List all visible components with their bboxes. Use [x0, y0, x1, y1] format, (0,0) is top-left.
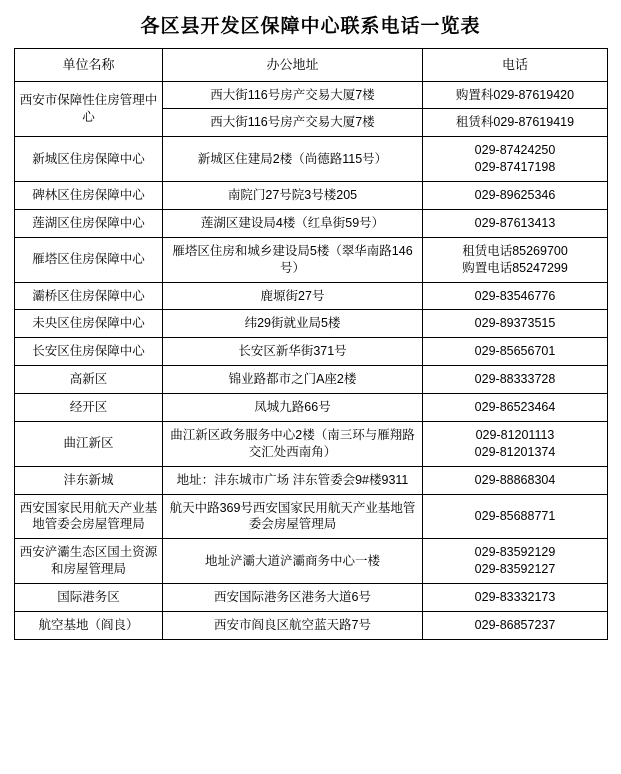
cell-address-line: 曲江新区政务服务中心2楼（南三环与雁翔路交汇处西南角） — [170, 427, 415, 459]
column-header-phone: 电话 — [423, 49, 608, 82]
cell-phone-line: 租赁电话85269700 — [462, 243, 568, 258]
cell-address — [163, 584, 423, 612]
column-header-address: 办公地址 — [163, 49, 423, 82]
table-row — [15, 282, 608, 310]
cell-phone-line: 029-87417198 — [474, 160, 556, 175]
cell-unit — [15, 282, 163, 310]
cell-address — [163, 539, 423, 584]
cell-phone — [423, 310, 608, 338]
cell-phone — [423, 282, 608, 310]
cell-unit — [15, 237, 163, 282]
cell-phone — [423, 137, 608, 182]
cell-unit-line: 曲江新区 — [63, 436, 114, 451]
cell-phone — [423, 109, 608, 137]
cell-unit-line: 灞桥区住房保障中心 — [32, 288, 145, 303]
cell-address-line: 鹿塬街27号 — [260, 288, 325, 303]
cell-unit — [15, 338, 163, 366]
cell-phone — [423, 394, 608, 422]
cell-phone — [423, 209, 608, 237]
cell-address-line: 南院门27号院3号楼205 — [227, 188, 358, 203]
cell-phone — [423, 182, 608, 210]
cell-unit — [15, 584, 163, 612]
table-row — [15, 394, 608, 422]
cell-address-line: 锦业路都市之门A座2楼 — [228, 372, 357, 387]
cell-address-line: 地址：沣东城市广场 沣东管委会9#楼9311 — [176, 472, 409, 487]
cell-address — [163, 137, 423, 182]
cell-address — [163, 421, 423, 466]
cell-phone — [423, 338, 608, 366]
cell-unit-line: 航空基地（阎良） — [38, 617, 139, 632]
table-body — [15, 49, 608, 640]
table-row — [15, 421, 608, 466]
cell-unit-line: 沣东新城 — [63, 472, 114, 487]
cell-address — [163, 494, 423, 539]
cell-unit-line: 未央区住房保障中心 — [32, 316, 145, 331]
cell-unit — [15, 81, 163, 137]
contact-table — [14, 48, 608, 640]
cell-unit — [15, 137, 163, 182]
cell-unit — [15, 611, 163, 639]
cell-address-line: 西安国际港务区港务大道6号 — [214, 590, 371, 605]
cell-address-line: 纬29街就业局5楼 — [244, 316, 341, 331]
cell-phone-line: 029-86523464 — [474, 400, 556, 415]
cell-unit-line: 高新区 — [69, 372, 108, 387]
cell-phone-line: 029-85688771 — [474, 508, 556, 523]
cell-address-line: 新城区住建局2楼（尚德路115号） — [197, 151, 388, 166]
cell-phone-line: 029-83332173 — [474, 590, 556, 605]
cell-unit — [15, 394, 163, 422]
cell-unit — [15, 421, 163, 466]
cell-address-line: 凤城九路66号 — [254, 400, 331, 415]
cell-phone-line: 购置科029-87619420 — [455, 87, 575, 102]
table-row — [15, 539, 608, 584]
cell-phone — [423, 611, 608, 639]
cell-phone — [423, 421, 608, 466]
cell-address-line: 西大街116号房产交易大厦7楼 — [210, 87, 375, 102]
cell-unit-line: 雁塔区住房保障中心 — [32, 252, 145, 267]
table-row — [15, 182, 608, 210]
table-row — [15, 366, 608, 394]
table-row — [15, 584, 608, 612]
cell-phone-line: 029-83592129 — [474, 545, 556, 560]
cell-phone — [423, 466, 608, 494]
cell-phone — [423, 366, 608, 394]
table-row — [15, 338, 608, 366]
table-header-row — [15, 49, 608, 82]
cell-address-line: 地址浐灞大道浐灞商务中心一楼 — [204, 553, 380, 568]
cell-address-line: 航天中路369号西安国家民用航天产业基地管委会房屋管理局 — [169, 500, 416, 532]
cell-phone-line: 029-89373515 — [474, 316, 556, 331]
table-row — [15, 81, 608, 109]
cell-unit — [15, 366, 163, 394]
cell-unit-line: 西安市保障性住房管理中心 — [19, 93, 158, 124]
cell-phone-line: 029-86857237 — [474, 617, 556, 632]
column-header-unit: 单位名称 — [15, 49, 163, 82]
cell-unit — [15, 539, 163, 584]
cell-phone-line: 029-87424250 — [474, 143, 556, 158]
table-row — [15, 137, 608, 182]
cell-address-line: 西安市阎良区航空蓝天路7号 — [214, 617, 371, 632]
table-row — [15, 209, 608, 237]
cell-unit — [15, 209, 163, 237]
cell-address — [163, 209, 423, 237]
cell-address — [163, 338, 423, 366]
cell-address — [163, 310, 423, 338]
table-row — [15, 611, 608, 639]
cell-phone-line: 029-88868304 — [474, 472, 556, 487]
cell-address — [163, 394, 423, 422]
cell-unit-line: 新城区住房保障中心 — [32, 151, 145, 166]
cell-phone — [423, 81, 608, 109]
cell-phone-line: 029-85656701 — [474, 344, 556, 359]
cell-address — [163, 109, 423, 137]
cell-address — [163, 611, 423, 639]
cell-unit-line: 西安国家民用航天产业基地管委会房屋管理局 — [19, 500, 158, 532]
cell-phone-line: 029-87613413 — [474, 215, 556, 230]
cell-address — [163, 466, 423, 494]
cell-unit — [15, 310, 163, 338]
cell-phone-line: 029-83592127 — [474, 562, 556, 577]
cell-phone-line: 029-89625346 — [474, 188, 556, 203]
cell-phone — [423, 494, 608, 539]
cell-address-line: 西大街116号房产交易大厦7楼 — [210, 115, 375, 130]
cell-address — [163, 81, 423, 109]
cell-address — [163, 182, 423, 210]
cell-address-line: 莲湖区建设局4楼（红阜街59号） — [200, 215, 385, 230]
cell-phone-line: 购置电话85247299 — [462, 260, 568, 275]
cell-unit-line: 西安浐灞生态区国土资源和房屋管理局 — [19, 545, 158, 577]
cell-unit-line: 国际港务区 — [57, 590, 120, 605]
table-row — [15, 466, 608, 494]
cell-phone — [423, 539, 608, 584]
cell-address — [163, 366, 423, 394]
cell-unit — [15, 182, 163, 210]
cell-unit-line: 长安区住房保障中心 — [32, 344, 145, 359]
cell-phone-line: 租赁科029-87619419 — [455, 115, 575, 130]
cell-phone-line: 029-81201113 — [475, 427, 555, 442]
cell-unit-line: 经开区 — [69, 400, 108, 415]
cell-unit-line: 碑林区住房保障中心 — [32, 188, 145, 203]
cell-address — [163, 282, 423, 310]
cell-unit — [15, 494, 163, 539]
cell-address — [163, 237, 423, 282]
cell-phone-line: 029-88333728 — [474, 372, 556, 387]
cell-address-line: 长安区新华街371号 — [238, 344, 347, 359]
cell-unit-line: 莲湖区住房保障中心 — [32, 215, 145, 230]
table-row — [15, 237, 608, 282]
table-row — [15, 494, 608, 539]
cell-phone — [423, 584, 608, 612]
cell-phone-line: 029-81201374 — [474, 444, 556, 459]
cell-unit — [15, 466, 163, 494]
table-row — [15, 310, 608, 338]
cell-phone-line: 029-83546776 — [474, 288, 556, 303]
page-title: 各区县开发区保障中心联系电话一览表 — [140, 16, 481, 37]
cell-address-line: 雁塔区住房和城乡建设局5楼（翠华南路146号） — [172, 243, 413, 275]
cell-phone — [423, 237, 608, 282]
